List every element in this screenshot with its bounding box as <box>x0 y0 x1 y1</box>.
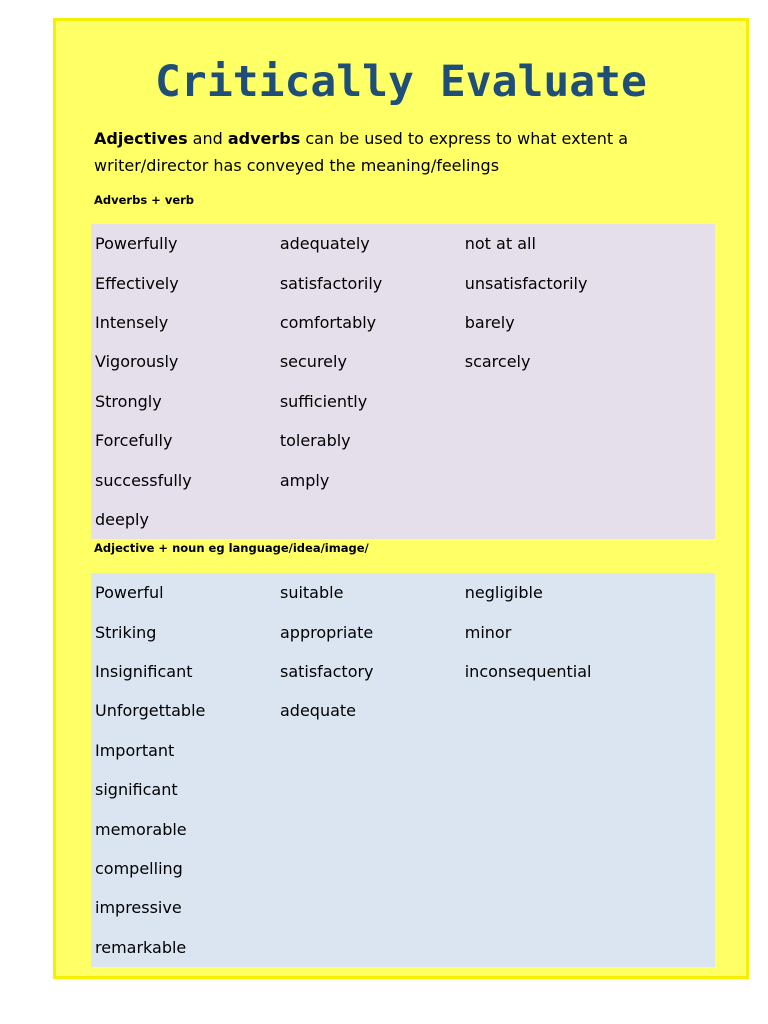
table-row <box>91 809 715 848</box>
table-cell: Effectively <box>95 273 179 293</box>
intro-and: and <box>187 129 228 148</box>
table-cell: adequately <box>279 234 370 254</box>
table-cell: suitable <box>279 583 344 603</box>
table-cell <box>276 928 461 967</box>
table-cell: tolerably <box>279 431 351 451</box>
table-cell: compelling <box>95 858 183 878</box>
table-cell: Strongly <box>95 391 162 411</box>
table-cell <box>461 809 715 848</box>
table-cell <box>276 888 461 927</box>
table-row <box>91 500 715 539</box>
table-row <box>91 770 715 809</box>
table-cell: Powerful <box>95 583 164 603</box>
table-row <box>91 303 715 342</box>
page-title: Critically Evaluate <box>155 57 647 107</box>
table-cell: satisfactorily <box>279 273 383 293</box>
table-row <box>91 691 715 730</box>
table-row <box>91 573 715 612</box>
table-cell <box>461 888 715 927</box>
table-cell: scarcely <box>464 352 531 372</box>
table-cell: comfortably <box>279 312 377 332</box>
table-cell <box>461 928 715 967</box>
table-cell <box>461 691 715 730</box>
table-cell <box>276 500 461 539</box>
table-cell <box>276 849 461 888</box>
table-row <box>91 888 715 927</box>
poster <box>53 18 749 979</box>
intro-keyword-adjectives: Adjectives <box>94 129 188 148</box>
table-cell: satisfactory <box>279 661 374 681</box>
table-cell <box>461 770 715 809</box>
table-cell: Insignificant <box>95 661 193 681</box>
table-cell: Important <box>95 740 175 760</box>
table-cell <box>461 500 715 539</box>
table-cell: unsatisfactorily <box>464 273 588 293</box>
table-cell <box>276 770 461 809</box>
table-cell: securely <box>279 352 347 372</box>
table-cell: sufficiently <box>279 391 368 411</box>
table-cell: Vigorously <box>95 352 179 372</box>
table-cell: successfully <box>95 470 192 490</box>
table-cell: Unforgettable <box>95 701 206 721</box>
adverbs-table <box>91 224 715 539</box>
table-cell: not at all <box>464 234 536 254</box>
table-row <box>91 224 715 263</box>
table-cell <box>461 460 715 499</box>
table-cell: barely <box>464 312 515 332</box>
table-cell <box>461 382 715 421</box>
table-cell: Powerfully <box>95 234 178 254</box>
table-cell: minor <box>464 622 512 642</box>
table-row <box>91 652 715 691</box>
intro-line1-rest: can be used to express to what extent a <box>300 129 628 148</box>
table-cell: significant <box>95 780 178 800</box>
table-cell <box>276 731 461 770</box>
section-label-adverbs: Adverbs + verb <box>94 193 195 207</box>
table-cell: adequate <box>279 701 357 721</box>
table-cell <box>461 731 715 770</box>
table-cell: Striking <box>95 622 157 642</box>
table-cell <box>461 849 715 888</box>
table-row <box>91 612 715 651</box>
table-cell: remarkable <box>95 937 187 957</box>
table-row <box>91 928 715 967</box>
intro-keyword-adverbs: adverbs <box>227 129 301 148</box>
table-cell: deeply <box>95 509 149 529</box>
table-cell: Intensely <box>95 312 169 332</box>
table-cell: amply <box>279 470 330 490</box>
table-cell <box>461 421 715 460</box>
table-cell: memorable <box>95 819 187 839</box>
table-cell <box>276 809 461 848</box>
table-row <box>91 731 715 770</box>
table-row <box>91 263 715 302</box>
table-cell: negligible <box>464 583 543 603</box>
table-cell: inconsequential <box>464 661 592 681</box>
adjectives-table <box>91 573 715 967</box>
table-cell: Forcefully <box>95 431 173 451</box>
table-cell: appropriate <box>279 622 374 642</box>
table-row <box>91 849 715 888</box>
section-label-adjectives: Adjective + noun eg language/idea/image/ <box>94 541 369 555</box>
table-row <box>91 421 715 460</box>
intro-text <box>94 125 714 179</box>
table-row <box>91 342 715 381</box>
table-cell: impressive <box>95 898 182 918</box>
table-row <box>91 460 715 499</box>
table-row <box>91 382 715 421</box>
intro-line2: writer/director has conveyed the meaning/feelings <box>94 156 500 175</box>
